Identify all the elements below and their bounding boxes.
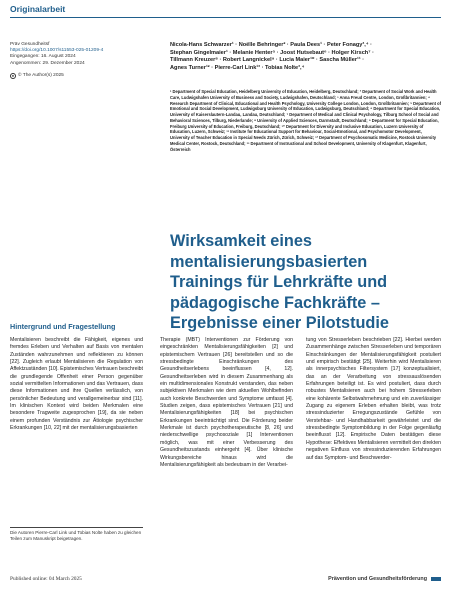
published-online: Published online: 04 March 2025 — [10, 576, 82, 582]
body-column-1: Mentalisieren beschreibt die Fähigkeit, eigenes und fremdes Erleben und Verhalten auf Basis von mentalen Zuständen wahrzunehmen und reflektieren zu können [22]. Zugleich erlaubt Mentalisieren die Regulation von Affektzuständen [10]. Epistemisches Vertrauen beschreibt die grundlegende Offenheit einer Person gegenüber sozial vermittelten Informationen und das Vertrauen, dass diese Informationen und ihre Quellen verlässlich, von persönlicher Bedeutung und verallgemeinerbar sind [11]. Im klinischen Kontext wird beiden Merkmalen eine besondere Tragweite zugesprochen [19], da sie neben einem profunden Verständnis zur Ätiologie psychischer Erkrankungen [10, 22] mit der mentalisierungsbasierten — [10, 337, 143, 432]
doi-link[interactable]: https://doi.org/10.1007/s11553-025-01209-4 — [10, 48, 104, 54]
article-title: Wirksamkeit eines mentalisierungsbasierten Trainings für Lehrkräfte und pädagogische Fachkräfte – Ergebnisse einer Pilotstudie — [170, 232, 389, 332]
journal-color-bar — [431, 577, 441, 581]
footnote: Die Autoren Pierre-Carl Link und Tobias Nolte haben zu gleichen Teilen zum Manuskript beigetragen. — [10, 530, 142, 542]
footnote-divider — [10, 527, 143, 528]
author-line-4: Agnes Turner¹² · Pierre-Carl Link¹³ · Tobias Nolte³,⁴ — [170, 64, 305, 71]
author-list — [170, 42, 442, 72]
received-date: Eingegangen: 16. August 2024 — [10, 54, 76, 60]
author-line-3: Tillmann Kreuzer⁸ · Robert Langnickel⁹ · Lucia Maier¹⁰ · Sascha Müller¹¹ · — [170, 57, 365, 64]
journal-name: Prävention und Gesundheitsförderung — [328, 576, 427, 582]
accepted-date: Angenommen: 29. Dezember 2024 — [10, 60, 85, 66]
open-access-icon: ● — [11, 72, 15, 78]
author-line-1: Nicola-Hans Schwarzer¹ · Noëlle Behringer² · Paula Dees¹ · Peter Fonagy³,⁴ · — [170, 42, 373, 48]
copyright-text: © The Author(s) 2025 — [18, 72, 64, 78]
body-column-2: Therapie (MBT) Interventionen zur Förderung von eingeschränkten Mentalisierungsfähigkeiten [2] und epistemischem Vertrauen [26] bereitstellen und so die stressbedingte Einschränkungen des Gesundheitserlebens beeinflussen [4, 12]. Gesundheitserleben wird in diesem Zusammenhang als ein multidimensionales Konstrukt verstanden, das neben subjektiven Merkmalen wie dem aktuellen Wohlbefinden auch konkrete Beschwerden und Symptome umfasst [4]. Studien zeigen, dass epistemisches Vertrauen [21] und Mentalisierungsfähigkeiten [18] bei psychischen Erkrankungen beeinträchtigt sind. Die Förderung beider Merkmale ist durch psychotherapeutische [8, 26] und niederschwellige psychosoziale [1] Interventionen möglich, was mit einer Verbesserung des Gesundheitszustands einhergeht [4]. Über klinische Wirkungsbereiche hinaus wird die Mentalisierungsfähigkeit als bedeutsam in der Verarbei- — [160, 337, 293, 468]
open-access-line — [10, 73, 150, 79]
article-type-label: Originalarbeit — [10, 4, 66, 14]
journal-footer — [328, 576, 441, 582]
header-divider — [10, 17, 441, 18]
journal-abbrev: Präv Gesundheitsf — [10, 42, 50, 47]
section-heading: Hintergrund und Fragestellung — [10, 322, 116, 331]
body-column-3: tung von Stresserleben beschrieben [22]. Hierbei werden Zusammenhänge zwischen Stresserleben und temporären Einschränkungen der Mentalisierungsfähigkeit postuliert und empirisch bestätigt [25]. Weiterhin wird Mentalisieren als innerpsychisches Filtersystem [17] konzeptualisiert, das an der Verarbeitung von stressauslösenden Erfahrungen beteiligt ist. Es wird postuliert, dass durch robustes Mentalisieren auch bei hohem Stresserleben eine kohärente Selbstwahrnehmung und ein zuverlässiger Zugang zu eigenem Erleben erhalten bleibt, was trotz stressinduzierter Erregungszustände Gefühle von Verstehbar- und Handhabbarkeit gewährleistet und die stressbedingte Symptombildung in der Folge gegenläufig beeinflusst [12]. Empirische Daten bestätigen diese Hypothese: Effektives Mentalisieren vermittelt den direkten negativen Einfluss von stressinduzierenden Erfahrungen auf das Symptom- und Beschwerder- — [306, 337, 441, 461]
author-line-2: Stephan Gingelmaier¹ · Melanie Henter⁵ · Joost Hutsebaut⁶ · Holger Kirsch⁷ · — [170, 49, 374, 56]
article-meta — [10, 42, 150, 79]
affiliations: ¹ Department of Special Education, Heidelberg University of Education, Heidelberg, Deutschland; ² Department of Social Work and Health Care, Ludwigshafen University of Business and Society, Ludwigshafen, Deutschland; ³ Anna Freud Centre, London, Großbritannien; ⁴ Research Department of Clinical, Educational and Health Psychology, University College London, London, Großbritannien; ⁵ Department of Emotional and Social Development, Ludwigsburg University of Education, Ludwigsburg, Deutschland; ⁶ Department for Special Education, University of Kaiserslautern-Landau, Landau, Deutschland; ⁷ Department of Medical and Clinical Psychology, Tilburg School of Social and Behavioral Sciences, Tilburg, Niederlande; ⁸ University of Applied Sciences, Darmstadt, Deutschland; ⁹ Department for Special Education, Freiburg University of Education, Freiburg, Deutschland; ¹⁰ Department for Diversity and Inclusive Education, Luzern University of Education, Luzern, Schweiz; ¹¹ Institute for Educational Support for Behaviour, Social-Emotional, and Psychomotor Development, University of Teacher Education in Special Needs Zürich, Zürich, Schweiz; ¹² Department of Psychosomatic Medicine, Rostock University Medical Center, Rostock, Deutschland; ¹³ Department of Instructional and School Development, University of Klagenfurt, Klagenfurt, Österreich — [170, 89, 441, 152]
